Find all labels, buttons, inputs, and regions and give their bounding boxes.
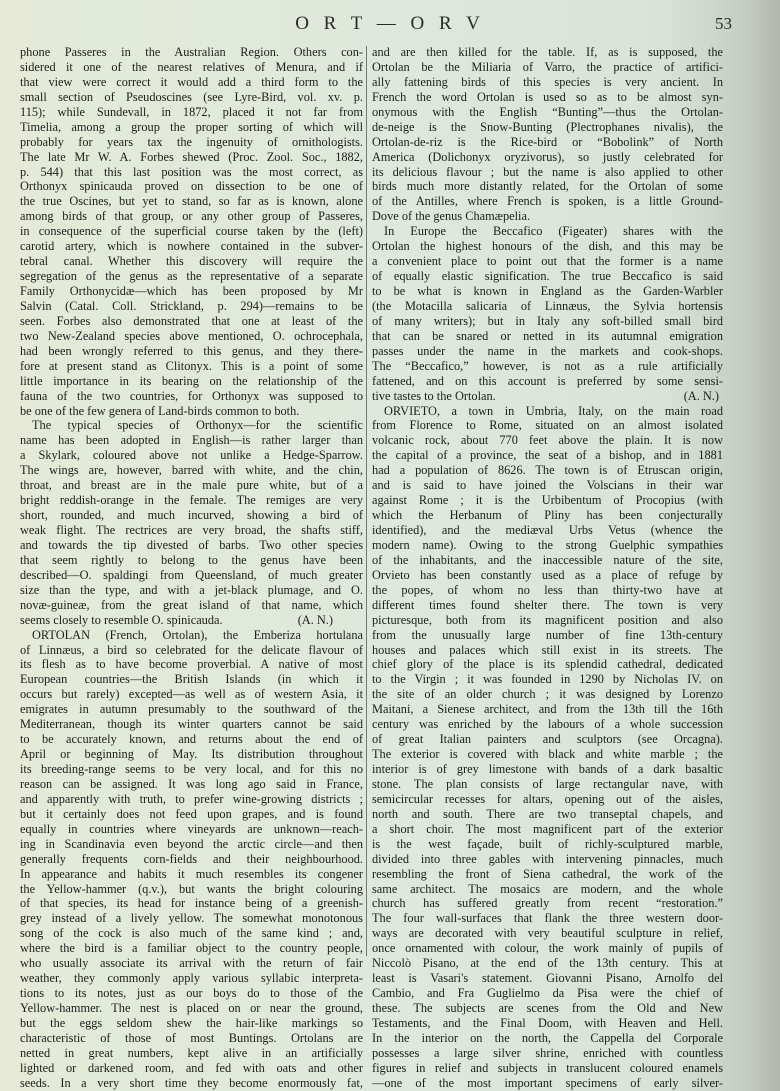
text-line: north and south. There are two transeptal chapels, and	[372, 806, 723, 821]
column-divider	[366, 46, 367, 956]
running-head	[0, 13, 780, 35]
text-line: that view were correct it would add a third form to the	[20, 74, 363, 89]
text-line: segregation of the genus as the representative of a separate	[20, 269, 363, 284]
text-line: lighted or darkened room, and fed with oats and other	[20, 1060, 363, 1075]
text-line: passes under the name in the markets and cook-shops.	[372, 343, 723, 358]
text-line: its delicious flavour ; but the name is also applied to other	[372, 164, 723, 179]
text-line: had been wrongly referred to this genus, and they there-	[20, 343, 363, 358]
text-line: its flesh as to have become proverbial. A native of most	[20, 657, 363, 672]
text-line: Salvin (Catal. Coll. Strickland, p. 294)—remains to be	[20, 298, 363, 313]
text-line: of that species, its head for instance being of a greenish-	[20, 896, 363, 911]
text-line: Orthonyx spinicauda proved on dissection to be one of	[20, 179, 363, 194]
text-line: Testaments, and the Final Doom, with Heaven and Hell.	[372, 1015, 723, 1030]
left-column	[20, 45, 363, 1091]
text-line: ing in Scandinavia even beyond the arctic circle—and then	[20, 836, 363, 851]
text-line: equally in countries where vineyards are unknown—reach-	[20, 821, 363, 836]
text-line: who usually associate its arrival with the return of fair	[20, 956, 363, 971]
text-line: bright reddish-orange in the female. The remiges are very	[20, 493, 363, 508]
author-signature: (A. N.)	[297, 612, 333, 627]
text-line: the capital of a province, the seat of a bishop, and in 1881	[372, 448, 723, 463]
text-line: to be accurately known, and returns about the end of	[20, 732, 363, 747]
text-line: fattened, and on this account is preferred by some sensi-	[372, 373, 723, 388]
text-line: of Linnæus, a bird so celebrated for the delicate flavour of	[20, 642, 363, 657]
text-line: In appearance and habits it much resembles its congener	[20, 866, 363, 881]
text-line: 115); while Sundevall, in 1872, placed it not far from	[20, 104, 363, 119]
text-line: least is Vasari's statement. Giovanni Pisano, Arnolfo del	[372, 971, 723, 986]
text-line: and towards the tip divested of barbs. Two other species	[20, 537, 363, 552]
text-line: Niccolò Pisano, at the end of the 13th century. This at	[372, 956, 723, 971]
text-line: song of the cock is also much of the same kind ; and,	[20, 926, 363, 941]
text-line: European countries—the British Islands (in which it	[20, 672, 363, 687]
author-signature: (A. N.)	[683, 388, 719, 403]
text-line: the popes, of whom no less than thirty-two have at	[372, 582, 723, 597]
text-line: a convenient place to point out that the former is a name	[372, 254, 723, 269]
text-line: Orvieto has been constantly used as a place of refuge by	[372, 567, 723, 582]
text-line: fauna of the two countries, for Orthonyx was supposed to	[20, 388, 363, 403]
text-line: figures in relief and subjects in translucent coloured enamels	[372, 1060, 723, 1075]
text-line: of equally elastic signification. The true Beccafico is said	[372, 269, 723, 284]
text-line: sidered it one of the nearest relatives of Menura, and if	[20, 59, 363, 74]
paragraph-start-beccafico: In Europe the Beccafico (Figeater) shares with the	[384, 224, 723, 239]
text-line: picturesque, both from its magnificent position and also	[372, 612, 723, 627]
text-line: that seem rightly to belong to the genus have been	[20, 552, 363, 567]
text-line: occurs but rarely) excepted—as well as of western Asia, it	[20, 687, 363, 702]
text-line: tive tastes to the Ortolan.	[372, 388, 496, 403]
text-line: In the interior on the north, the Cappella del Corporale	[372, 1030, 723, 1045]
text-line: phone Passeres in the Australian Region. Others con-	[20, 45, 363, 59]
text-line: Ortolan-de-riz is the Rice-bird or “Bobolink” of North	[372, 134, 723, 149]
text-line: of many writers); but in Italy any soft-billed small bird	[372, 313, 723, 328]
text-line: the Yellow-hammer (q.v.), but wants the bright colouring	[20, 881, 363, 896]
text-line: of the Antilles, where French is spoken, is a little Ground-	[372, 194, 723, 209]
text-line: de-neige is the Snow-Bunting (Plectrophanes nivalis), the	[372, 119, 723, 134]
text-line: from the unusually large number of fine 13th-century	[372, 627, 723, 642]
text-line: had a population of 8626. The town is of Etruscan origin,	[372, 463, 723, 478]
text-line: described—O. spaldingi from Queensland, of much greater	[20, 567, 363, 582]
text-line: two New-Zealand species above mentioned, O. ochrocephala,	[20, 328, 363, 343]
text-line: but the eggs seldom shew the hair-like markings so	[20, 1015, 363, 1030]
text-line: netted in great numbers, kept alive in an artificially	[20, 1045, 363, 1060]
text-line: the true Oscines, but yet to stand, so far as is known, alone	[20, 194, 363, 209]
text-line: of the inhabitants, and the inaccessible nature of the site,	[372, 552, 723, 567]
text-line: (the Motacilla salicaria of Linnæus, the Sylvia hortensis	[372, 298, 723, 313]
text-line: Yellow-hammer. The nest is placed on or near the ground,	[20, 1001, 363, 1015]
text-line: and is said to have joined the Volscians in their war	[372, 478, 723, 493]
text-line: —one of the most important specimens of early silver-	[372, 1075, 723, 1090]
text-line: p. 544) that this last position was the most correct, as	[20, 164, 363, 179]
text-line: different times found shelter there. The town is very	[372, 597, 723, 612]
text-line: Ortolan be the Miliaria of Varro, the practice of artifici-	[372, 59, 723, 74]
text-line: seeds. In a very short time they become enormously fat,	[20, 1075, 363, 1090]
text-line: in consequence of the superficial course taken by the (left)	[20, 224, 363, 239]
text-line: The four wall-surfaces that flank the three western door-	[372, 911, 723, 926]
text-line: to the Virgin ; it was founded in 1290 by Nicholas IV. on	[372, 672, 723, 687]
text-line: same architect. The mosaics are modern, and the whole	[372, 881, 723, 896]
text-line: houses and palaces which still exist in its streets. The	[372, 642, 723, 657]
text-line: which the Herbanum of Pliny has been conjecturally	[372, 508, 723, 523]
text-line: seems closely to resemble O. spinicauda.	[20, 612, 223, 627]
text-line: The “Beccafico,” however, is not as a rule artificially	[372, 358, 723, 373]
text-line: these. The subjects are scenes from the Old and New	[372, 1001, 723, 1015]
text-line: interior is of grey limestone with bands of a dark basaltic	[372, 762, 723, 776]
text-line: Dove of the genus Chamæpelia.	[372, 209, 531, 224]
text-line: emigrates in autumn presumably to the southward of the	[20, 702, 363, 717]
text-line: tions to its notes, just as our boys do to those of the	[20, 986, 363, 1001]
text-line: throat, and breast are in the male pure white, but of a	[20, 478, 363, 493]
text-line: The late Mr W. A. Forbes shewed (Proc. Zool. Soc., 1882,	[20, 149, 363, 164]
text-line: novæ-guineæ, from the great island of that name, which	[20, 597, 363, 612]
text-line: where the bird is a familiar object to the country people,	[20, 941, 363, 956]
text-line: weather, they commonly apply various syllabic interpreta-	[20, 971, 363, 986]
text-line: stone. The plan consists of large rectangular nave, with	[372, 776, 723, 791]
right-column	[372, 45, 723, 1091]
text-line: little importance in its bearing on the relationship of the	[20, 373, 363, 388]
text-line: short, rounded, and much incurved, showing a bird of	[20, 508, 363, 523]
text-line: fore at present stand as Clitonyx. This is a point of some	[20, 358, 363, 373]
text-line: ways are decorated with very beautiful sculpture in relief,	[372, 926, 723, 941]
text-line: modern name). Owing to the strong Guelphic sympathies	[372, 537, 723, 552]
text-line: chief glory of the place is its splendid cathedral, dedicated	[372, 657, 723, 672]
text-line: once ornamented with colour, the work mainly of pupils of	[372, 941, 723, 956]
text-line: name has been adopted in English—is rather larger than	[20, 433, 363, 448]
text-line-with-signature	[20, 613, 363, 628]
text-line: but it certainly does not feed upon grapes, and is found	[20, 806, 363, 821]
text-line: seen. Forbes also demonstrated that one at least of the	[20, 313, 363, 328]
text-line: April or beginning of May. Its distribution throughout	[20, 747, 363, 762]
text-line: a short choir. The most magnificent part of the exterior	[372, 821, 723, 836]
text-line: divided into three gables with intervening pinnacles, much	[372, 851, 723, 866]
text-line: to be what is known in England as the Garden-Warbler	[372, 284, 723, 298]
text-line: Mediterranean, though its winter quarters cannot be said	[20, 717, 363, 732]
text-line: a Skylark, coloured above not unlike a Hedge-Sparrow.	[20, 448, 363, 463]
text-line: against Rome ; it is the Urbibentum of Procopius (with	[372, 493, 723, 508]
text-line: identified), and the mediæval Urbs Vetus (whence the	[372, 523, 723, 537]
text-line: French the word Ortolan is used so as to be almost syn-	[372, 89, 723, 104]
text-line: its breeding-range seems to be very local, and for this no	[20, 762, 363, 776]
text-line: Ortolan the highest honours of the dish, and this may be	[372, 239, 723, 254]
text-line: size than the type, and with a jet-black plumage, and O.	[20, 582, 363, 597]
paragraph-start-orthonyx-species: The typical species of Orthonyx—for the scientific	[32, 418, 363, 433]
text-line: and are then killed for the table. If, as is supposed, the	[372, 45, 723, 59]
text-line: grey instead of a lively yellow. The somewhat monotonous	[20, 911, 363, 926]
text-line: the site of an older church ; it was designed by Lorenzo	[372, 687, 723, 702]
text-line: that can be snared or netted in its autumnal emigration	[372, 328, 723, 343]
text-line: probably for years tax the ingenuity of ornithologists.	[20, 134, 363, 149]
text-line: Maitani, a Sienese architect, and from the 13th till the 16th	[372, 702, 723, 717]
text-line: century was enriched by the labours of a whole succession	[372, 717, 723, 732]
text-line: semicircular recesses for altars, opening out of the aisles,	[372, 791, 723, 806]
text-line: The wings are, however, barred with white, and the chin,	[20, 463, 363, 478]
entry-heading-ortolan: ORTOLAN (French, Ortolan), the Emberiza hortulana	[32, 627, 363, 642]
text-line: birds much more distantly related, for the Ortolan of some	[372, 179, 723, 194]
text-line: be one of the few genera of Land-birds common to both.	[20, 403, 300, 418]
page-number: 53	[715, 14, 732, 33]
text-line: America (Dolichonyx oryzivorus), so justly celebrated for	[372, 149, 723, 164]
text-line: Timelia, among a group the proper sorting of which will	[20, 119, 363, 134]
text-line: church has suffered greatly from recent “restoration.”	[372, 896, 723, 911]
text-line: and apparently with truth, to prefer wine-growing districts ;	[20, 791, 363, 806]
text-line: ally fattening birds of this species is very ancient. In	[372, 74, 723, 89]
text-line: weak flight. The rectrices are very broad, the shafts stiff,	[20, 523, 363, 537]
text-line: The exterior is covered with black and white marble ; the	[372, 747, 723, 762]
text-line: reason can be assigned. It was long ago said in France,	[20, 776, 363, 791]
text-line: Family Orthonycidæ—which has been proposed by Mr	[20, 284, 363, 298]
text-line: resembling the front of Siena cathedral, the work of the	[372, 866, 723, 881]
text-line: possesses a large silver shrine, enriched with countless	[372, 1045, 723, 1060]
text-line: characteristic of those of most Buntings. Ortolans are	[20, 1030, 363, 1045]
text-line: Cambio, and Fra Guglielmo da Pisa were the chief of	[372, 986, 723, 1001]
text-line: small section of Pseudoscines (see Lyre-Bird, vol. xv. p.	[20, 89, 363, 104]
text-line: among birds of that group, or any other group of Passeres,	[20, 209, 363, 224]
text-line: is the west façade, built of richly-sculptured marble,	[372, 836, 723, 851]
text-line: from Florence to Rome, situated on an almost isolated	[372, 418, 723, 433]
text-line: generally frequents corn-fields and their neighbourhood.	[20, 851, 363, 866]
running-title: O R T — O R V	[295, 13, 485, 34]
text-line: tebral canal. Whether this discovery will require the	[20, 254, 363, 269]
text-line: onymous with the English “Bunting”—thus the Ortolan-	[372, 104, 723, 119]
entry-heading-orvieto: ORVIETO, a town in Umbria, Italy, on the main road	[384, 403, 723, 418]
text-line: carotid artery, which is nowhere contained in the subver-	[20, 239, 363, 254]
text-line: of great Italian painters and sculptors (see Orcagna).	[372, 732, 723, 747]
text-line: volcanic rock, about 770 feet above the plain. It is now	[372, 433, 723, 448]
text-line-with-signature	[372, 389, 723, 404]
